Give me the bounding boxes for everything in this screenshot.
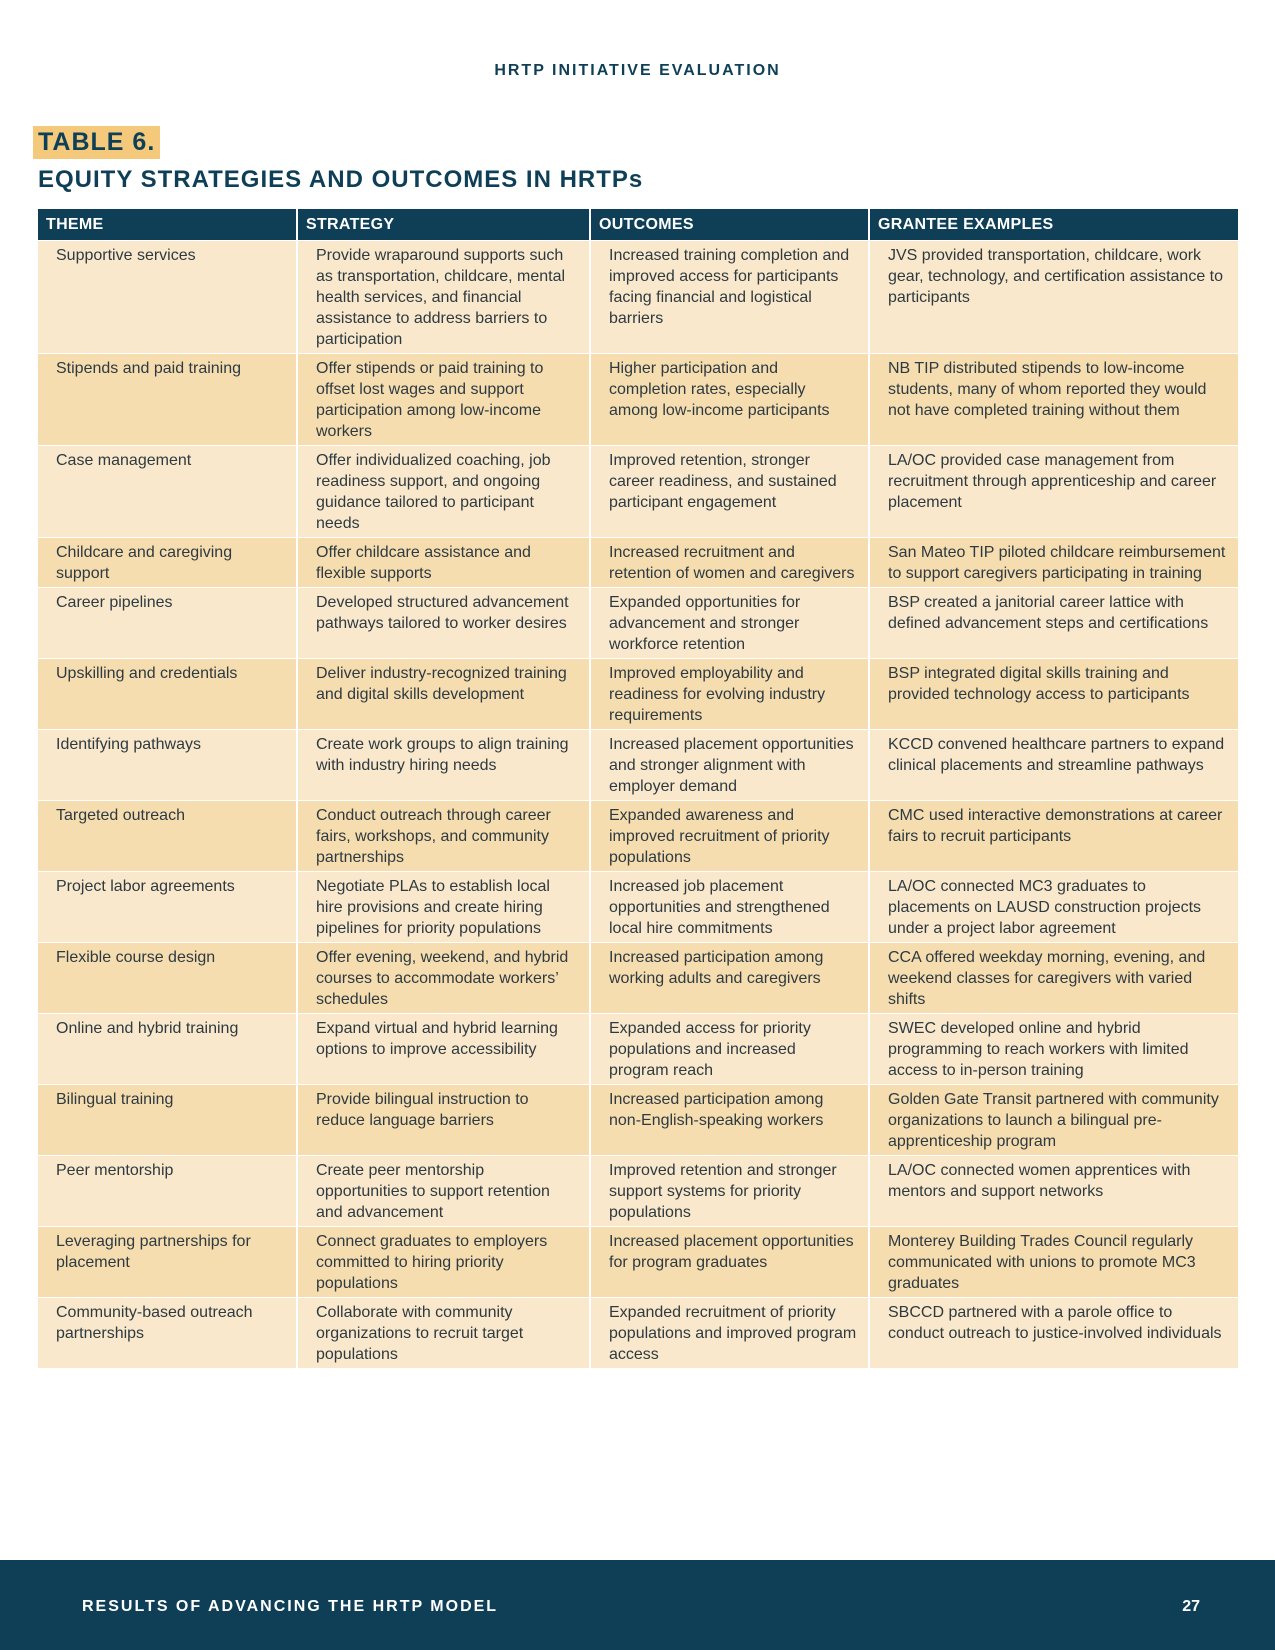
table-row — [38, 538, 1238, 588]
cell-outcomes: Improved employability and readiness for evolving industry requirements — [590, 659, 869, 730]
cell-theme: Leveraging partnerships for placement — [38, 1227, 297, 1298]
cell-strategy: Offer individualized coaching, job readiness support, and ongoing guidance tailored to participant needs — [297, 446, 590, 538]
cell-outcomes: Expanded awareness and improved recruitment of priority populations — [590, 801, 869, 872]
cell-grantee-example: KCCD convened healthcare partners to expand clinical placements and streamline pathways — [869, 730, 1238, 801]
cell-grantee-example: SBCCD partnered with a parole office to conduct outreach to justice-involved individuals — [869, 1298, 1238, 1369]
equity-strategies-table — [38, 209, 1238, 1368]
cell-outcomes: Improved retention and stronger support systems for priority populations — [590, 1156, 869, 1227]
cell-strategy: Provide bilingual instruction to reduce language barriers — [297, 1085, 590, 1156]
cell-theme: Peer mentorship — [38, 1156, 297, 1227]
cell-strategy: Expand virtual and hybrid learning options to improve accessibility — [297, 1014, 590, 1085]
column-header-outcomes: OUTCOMES — [590, 209, 869, 241]
column-header-grantee-examples: GRANTEE EXAMPLES — [869, 209, 1238, 241]
table-row — [38, 872, 1238, 943]
cell-theme: Identifying pathways — [38, 730, 297, 801]
cell-outcomes: Increased placement opportunities for program graduates — [590, 1227, 869, 1298]
cell-outcomes: Expanded opportunities for advancement and stronger workforce retention — [590, 588, 869, 659]
cell-grantee-example: JVS provided transportation, childcare, work gear, technology, and certification assistance to participants — [869, 241, 1238, 354]
cell-strategy: Provide wraparound supports such as transportation, childcare, mental health services, and financial assistance to address barriers to participation — [297, 241, 590, 354]
table-row — [38, 446, 1238, 538]
column-header-strategy: STRATEGY — [297, 209, 590, 241]
table-title: EQUITY STRATEGIES AND OUTCOMES IN HRTPs — [38, 166, 644, 193]
cell-grantee-example: NB TIP distributed stipends to low-income students, many of whom reported they would not have completed training without them — [869, 354, 1238, 446]
cell-theme: Childcare and caregiving support — [38, 538, 297, 588]
cell-strategy: Connect graduates to employers committed to hiring priority populations — [297, 1227, 590, 1298]
cell-strategy: Collaborate with community organizations to recruit target populations — [297, 1298, 590, 1369]
table-row — [38, 1085, 1238, 1156]
table-row — [38, 801, 1238, 872]
cell-outcomes: Increased recruitment and retention of women and caregivers — [590, 538, 869, 588]
cell-strategy: Developed structured advancement pathways tailored to worker desires — [297, 588, 590, 659]
cell-strategy: Offer evening, weekend, and hybrid courses to accommodate workers’ schedules — [297, 943, 590, 1014]
cell-grantee-example: LA/OC connected women apprentices with mentors and support networks — [869, 1156, 1238, 1227]
cell-theme: Stipends and paid training — [38, 354, 297, 446]
cell-outcomes: Expanded recruitment of priority populations and improved program access — [590, 1298, 869, 1369]
table-header-row — [38, 209, 1238, 241]
cell-outcomes: Expanded access for priority populations and increased program reach — [590, 1014, 869, 1085]
table-row — [38, 588, 1238, 659]
running-header: HRTP INITIATIVE EVALUATION — [494, 62, 781, 79]
cell-theme: Upskilling and credentials — [38, 659, 297, 730]
page-number: 27 — [1182, 1598, 1200, 1615]
cell-strategy: Offer stipends or paid training to offset lost wages and support participation among low-income workers — [297, 354, 590, 446]
table-body — [38, 241, 1238, 1369]
cell-strategy: Create work groups to align training with industry hiring needs — [297, 730, 590, 801]
cell-theme: Project labor agreements — [38, 872, 297, 943]
table-row — [38, 1227, 1238, 1298]
column-header-theme: THEME — [38, 209, 297, 241]
cell-theme: Flexible course design — [38, 943, 297, 1014]
cell-grantee-example: LA/OC provided case management from recruitment through apprenticeship and career placement — [869, 446, 1238, 538]
cell-theme: Community-based outreach partnerships — [38, 1298, 297, 1369]
cell-grantee-example: BSP created a janitorial career lattice with defined advancement steps and certifications — [869, 588, 1238, 659]
cell-grantee-example: CMC used interactive demonstrations at career fairs to recruit participants — [869, 801, 1238, 872]
cell-theme: Bilingual training — [38, 1085, 297, 1156]
cell-strategy: Offer childcare assistance and flexible supports — [297, 538, 590, 588]
cell-theme: Online and hybrid training — [38, 1014, 297, 1085]
footer-band — [0, 1560, 1275, 1650]
table-header — [38, 209, 1238, 241]
cell-grantee-example: BSP integrated digital skills training and provided technology access to participants — [869, 659, 1238, 730]
table-row — [38, 943, 1238, 1014]
table-row — [38, 1156, 1238, 1227]
cell-outcomes: Higher participation and completion rates, especially among low-income participants — [590, 354, 869, 446]
cell-grantee-example: SWEC developed online and hybrid programming to reach workers with limited access to in-person training — [869, 1014, 1238, 1085]
table-label: TABLE 6. — [33, 126, 160, 159]
cell-grantee-example: CCA offered weekday morning, evening, and weekend classes for caregivers with varied shifts — [869, 943, 1238, 1014]
table-row — [38, 659, 1238, 730]
table-row — [38, 241, 1238, 354]
footer-section-title: RESULTS OF ADVANCING THE HRTP MODEL — [82, 1598, 499, 1615]
cell-theme: Career pipelines — [38, 588, 297, 659]
cell-strategy: Negotiate PLAs to establish local hire provisions and create hiring pipelines for priority populations — [297, 872, 590, 943]
table-row — [38, 1298, 1238, 1369]
table-row — [38, 1014, 1238, 1085]
cell-strategy: Conduct outreach through career fairs, workshops, and community partnerships — [297, 801, 590, 872]
cell-grantee-example: San Mateo TIP piloted childcare reimbursement to support caregivers participating in training — [869, 538, 1238, 588]
table-row — [38, 354, 1238, 446]
cell-strategy: Deliver industry-recognized training and digital skills development — [297, 659, 590, 730]
cell-theme: Supportive services — [38, 241, 297, 354]
cell-theme: Targeted outreach — [38, 801, 297, 872]
cell-outcomes: Improved retention, stronger career readiness, and sustained participant engagement — [590, 446, 869, 538]
cell-grantee-example: LA/OC connected MC3 graduates to placements on LAUSD construction projects under a project labor agreement — [869, 872, 1238, 943]
cell-outcomes: Increased placement opportunities and stronger alignment with employer demand — [590, 730, 869, 801]
cell-grantee-example: Monterey Building Trades Council regularly communicated with unions to promote MC3 graduates — [869, 1227, 1238, 1298]
cell-outcomes: Increased training completion and improved access for participants facing financial and logistical barriers — [590, 241, 869, 354]
cell-outcomes: Increased job placement opportunities and strengthened local hire commitments — [590, 872, 869, 943]
cell-theme: Case management — [38, 446, 297, 538]
cell-outcomes: Increased participation among non-English-speaking workers — [590, 1085, 869, 1156]
cell-strategy: Create peer mentorship opportunities to support retention and advancement — [297, 1156, 590, 1227]
cell-outcomes: Increased participation among working adults and caregivers — [590, 943, 869, 1014]
cell-grantee-example: Golden Gate Transit partnered with community organizations to launch a bilingual pre-apprenticeship program — [869, 1085, 1238, 1156]
table-row — [38, 730, 1238, 801]
